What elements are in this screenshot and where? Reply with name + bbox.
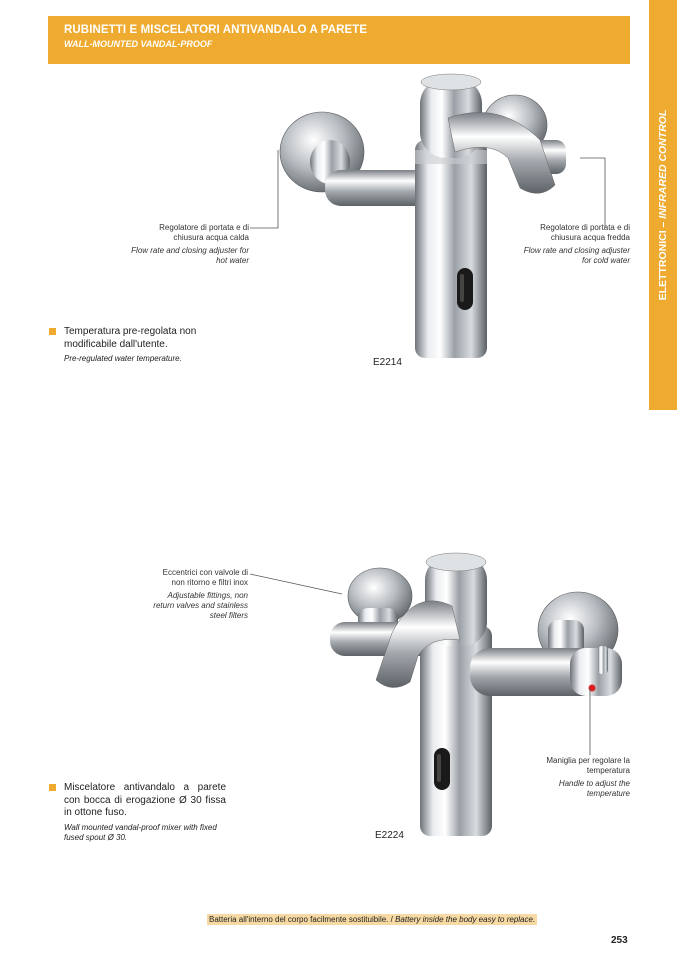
side-tab-label [657,110,669,301]
page-number: 253 [611,935,628,946]
note-temperature-handle-en: Handle to adjust the temperature [558,779,630,798]
bullet-mixer-en: Wall mounted vandal-proof mixer with fixed fused spout Ø 30. [64,822,217,842]
page-header [48,16,630,64]
note-cold-water-en: Flow rate and closing adjuster for cold water [523,246,630,265]
note-adjustable-fittings-en: Adjustable fittings, non return valves and stainless steel filters [153,591,248,620]
note-adjustable-fittings-it: Eccentrici con valvole di non ritorno e filtri inox [162,568,248,587]
product-code-e2224: E2224 [375,830,404,841]
note-temperature-handle [530,756,630,799]
bullet-temperature [64,326,224,364]
bullet-mixer-it: Miscelatore antivandalo a parete con bocca di erogazione Ø 30 fissa in ottone fuso. [64,782,226,818]
footer-note-en: Battery inside the body easy to replace. [395,915,536,924]
bullet-temperature-en: Pre-regulated water temperature. [64,354,182,363]
side-tab [649,0,677,410]
header-title: RUBINETTI E MISCELATORI ANTIVANDALO A PARETE [64,24,368,36]
leader-lines-e2224 [250,570,630,770]
bullet-mixer [64,782,226,843]
note-cold-water-it: Regolatore di portata e di chiusura acqua fredda [540,223,630,242]
note-adjustable-fittings [150,568,248,621]
footer-note-separator: / [388,915,396,924]
note-temperature-handle-it: Maniglia per regolare la temperatura [546,756,630,775]
note-hot-water-en: Flow rate and closing adjuster for hot water [131,246,249,265]
footer-battery-note [207,914,537,925]
product-code-e2214: E2214 [373,357,402,368]
note-cold-water [520,223,630,266]
footer-note-it: Batteria all'interno del corpo facilmente sostituibile. [209,915,389,924]
bullet-square-icon [49,784,56,791]
header-subtitle: WALL-MOUNTED VANDAL-PROOF [64,39,213,49]
bullet-square-icon [49,328,56,335]
side-tab-label-it: ELETTRONICI – [657,218,669,301]
note-hot-water-it: Regolatore di portata e di chiusura acqua calda [159,223,249,242]
bullet-temperature-it: Temperatura pre-regolata non modificabile dall'utente. [64,326,197,350]
note-hot-water [130,223,249,266]
side-tab-label-en: INFRARED CONTROL [657,109,669,219]
